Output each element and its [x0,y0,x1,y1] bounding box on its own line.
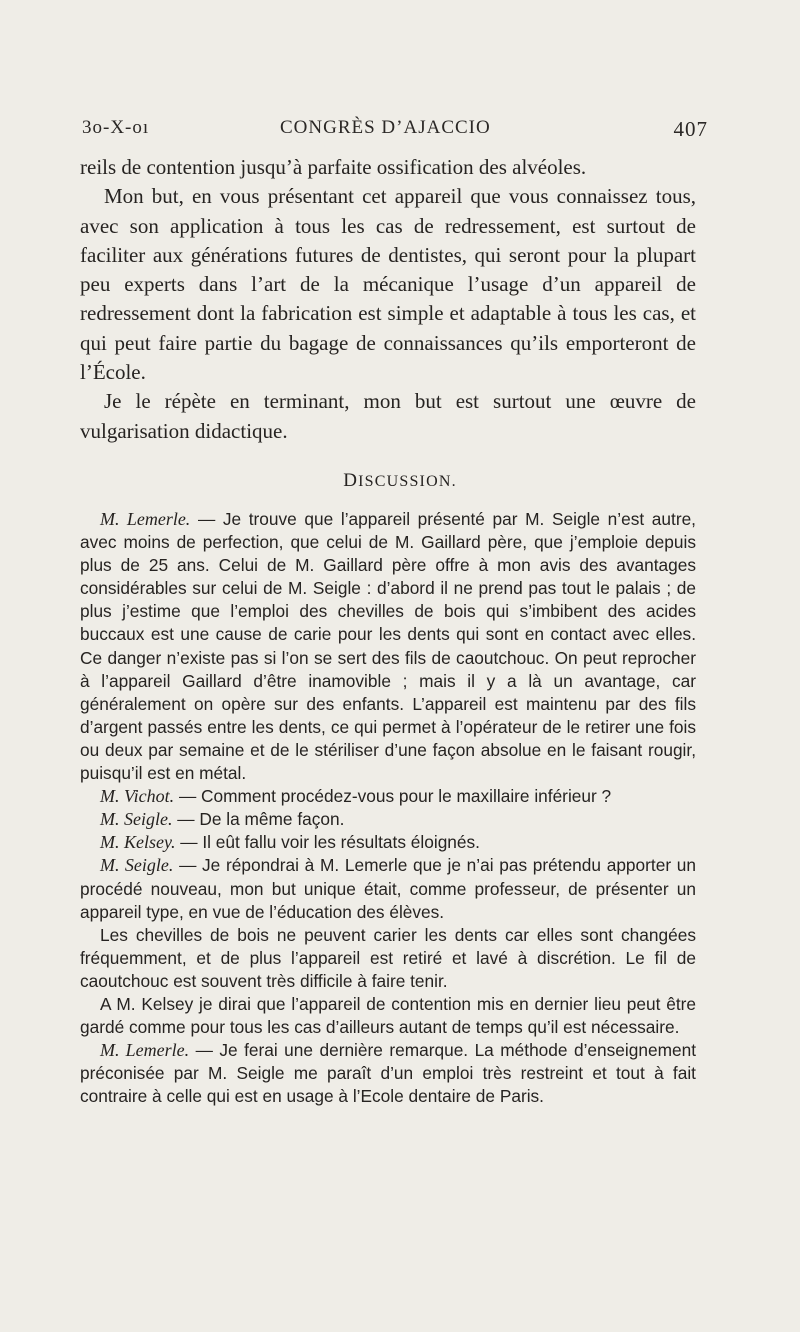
speech-text: — Je trouve que l’appareil présenté par M. Seigle n’est autre, avec moins de perfection, que celui de M. Gaillard père, que j’emploie depuis plus de 25 ans. Celui de M. Gaillard père offre à mon avis des avantages considérables sur celui de M. Seigle : d’abord il ne prend pas tout le palais ; de plus j’estime que l’emploi des chevilles de bois qui s’imbibent des acides buccaux est une cause de carie pour les dents qui sont en contact avec elles. Ce danger n’existe pas si l’on se sert des fils de caoutchouc. On peut reprocher à l’appareil Gaillard d’être inamovible ; mais il y a là un avantage, car généralement on opère sur des enfants. L’appareil est maintenu par des fils d’argent passés entre les dents, ce qui permet à l’opérateur de le retirer une fois ou deux par semaine et de le stériliser d’une façon absolue en le faisant rougir, puisqu’il est en métal. [80,509,696,784]
paragraph: reils de contention jusqu’à parfaite ossification des alvéoles. [80,155,587,179]
paragraph: Je le répète en terminant, mon but est surtout une œuvre de vulgarisation didactique. [80,389,696,443]
speech-text: — Je ferai une dernière remarque. La méthode d’enseignement préconisée par M. Seigle me paraît d’un emploi très restreint et tout à fait contraire à celle qui est en usage à l’Ecole dentaire de Paris. [80,1040,696,1107]
discussion-paragraph [80,508,696,785]
speech-text: A M. Kelsey je dirai que l’appareil de contention mis en dernier lieu peut être gardé comme pour tous les cas d’ailleurs autant de temps qu’il est nécessaire. [80,993,696,1038]
heading-rest: ISCUSSION. [358,473,457,490]
speech-text: — Il eût fallu voir les résultats éloignés. [175,832,480,853]
speaker-name: M. Vichot. [100,786,175,807]
page-number: 407 [673,117,708,141]
discussion-paragraph [80,854,696,923]
speech-text: — Je répondrai à M. Lemerle que je n’ai pas prétendu apporter un procédé nouveau, mon but unique était, comme professeur, de présenter un appareil type, en vue de l’éducation des élèves. [80,855,696,922]
discussion-paragraph [80,924,696,993]
discussion-paragraph [80,831,696,854]
header-date: 3o-X-oı [82,117,150,138]
discussion-paragraph [80,785,696,808]
speaker-name: M. Lemerle. [100,509,191,529]
discussion-paragraph [80,993,696,1039]
header-title: CONGRÈS D’AJACCIO [280,117,491,138]
heading-initial: D [343,470,359,491]
discussion-paragraph [80,808,696,831]
discussion-paragraph [80,1039,696,1108]
speech-text: — De la même façon. [172,809,345,830]
paragraph: Mon but, en vous présentant cet appareil que vous connaissez tous, avec son application à tous les cas de redressement, est surtout de faciliter aux générations futures de dentistes, qui seront pour la plupart peu experts dans l’art de la mécanique l’usage d’un appareil de redressement dont la fabrication est simple et adaptable à tous les cas, et qui peut faire partie du bagage de connaissances qu’ils emporteront de l’École. [80,184,696,385]
intro-text [80,153,696,446]
speech-text: — Comment procédez-vous pour le maxillaire inférieur ? [174,786,612,807]
discussion-text [80,508,696,1108]
running-header [82,117,708,147]
speaker-name: M. Seigle. [100,809,173,830]
speaker-name: M. Lemerle. [100,1040,190,1061]
speaker-name: M. Seigle. [100,855,174,876]
speech-text: Les chevilles de bois ne peuvent carier les dents car elles sont changées fréquemment, et de plus l’appareil est retiré et lavé à discrétion. Le fil de caoutchouc est souvent très difficile à faire tenir. [80,924,696,991]
section-heading [0,470,800,492]
speaker-name: M. Kelsey. [100,832,176,853]
